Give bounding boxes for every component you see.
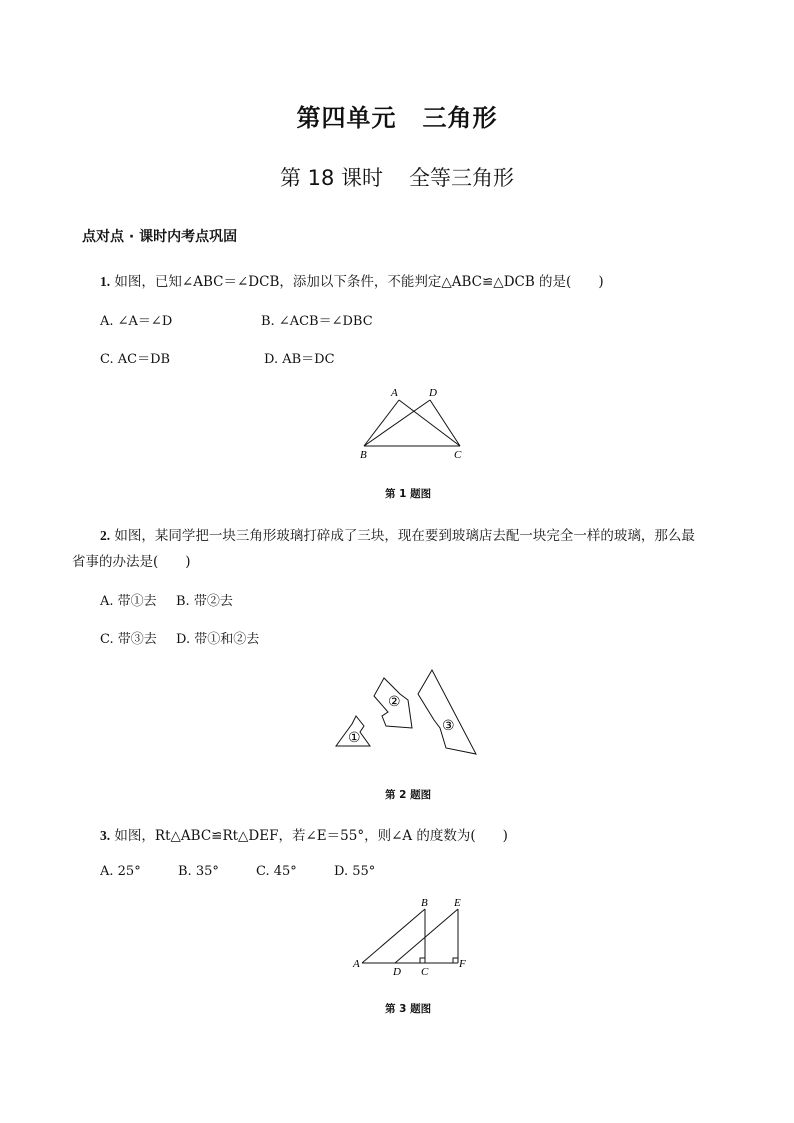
unit-name: 第四单元 — [296, 104, 397, 132]
figure-3-right-angle-c — [420, 958, 425, 963]
lesson-name: 第 18 课时 — [279, 166, 384, 190]
figure-3-caption: 第 3 题图 — [385, 1003, 432, 1015]
figure-1-label-b: B — [360, 449, 367, 461]
figure-3-label-c: C — [421, 966, 429, 978]
question-1-text: 如图，已知∠ABC＝∠DCB，添加以下条件，不能判定△ABC≌△DCB 的是( ) — [114, 274, 604, 290]
lesson-topic: 全等三角形 — [409, 166, 515, 190]
question-2-option-d[interactable]: D. 带①和②去 — [176, 632, 260, 647]
figure-2-piece-3 — [418, 670, 476, 754]
question-2-text-line1: 如图，某同学把一块三角形玻璃打碎成了三块，现在要到玻璃店去配一块完全一样的玻璃，那么最 — [114, 528, 695, 544]
figure-1-label-c: C — [454, 449, 462, 461]
question-2-option-b[interactable]: B. 带②去 — [176, 594, 233, 609]
figure-1-caption: 第 1 题图 — [385, 488, 432, 500]
figure-1-segment-ac — [399, 400, 460, 446]
question-1-option-a[interactable]: A. ∠A＝∠D — [100, 314, 173, 329]
question-2-stem — [100, 524, 695, 544]
figure-3-segment-ab — [362, 909, 425, 963]
figure-1-segment-bd — [364, 400, 430, 446]
figure-1-label-a: A — [391, 387, 398, 399]
question-3-option-b[interactable]: B. 35° — [178, 864, 219, 879]
figure-3-label-e: E — [454, 897, 461, 909]
figure-2-label-2: ② — [388, 695, 401, 710]
question-3-stem — [100, 824, 508, 844]
figure-1-label-d: D — [429, 387, 437, 399]
question-3-number: 3. — [100, 828, 111, 843]
figure-2-label-3: ③ — [442, 719, 455, 734]
figure-3-label-f: F — [459, 958, 466, 970]
figure-1-segment-ba — [364, 400, 399, 446]
figure-1 — [352, 380, 472, 462]
question-2-option-a[interactable]: A. 带①去 — [100, 594, 157, 609]
question-1-option-c[interactable]: C. AC＝DB — [100, 352, 171, 367]
question-3-option-a[interactable]: A. 25° — [100, 864, 141, 879]
question-3-option-c[interactable]: C. 45° — [256, 864, 297, 879]
figure-3-right-angle-f — [453, 958, 458, 963]
question-2-number: 2. — [100, 528, 111, 543]
figure-2-label-1: ① — [348, 731, 361, 746]
figure-3-label-a: A — [353, 958, 360, 970]
figure-3-segment-de — [395, 909, 458, 963]
question-3-option-d[interactable]: D. 55° — [334, 864, 376, 879]
unit-title — [0, 98, 794, 133]
figure-1-segment-dc — [430, 400, 460, 446]
question-3-text: 如图，Rt△ABC≌Rt△DEF，若∠E＝55°，则∠A 的度数为( ) — [114, 828, 508, 844]
question-2-text-line2: 省事的办法是( ) — [72, 554, 191, 570]
unit-topic: 三角形 — [422, 104, 498, 132]
question-1-number: 1. — [100, 274, 111, 289]
section-title: 点对点 · 课时内考点巩固 — [82, 229, 238, 245]
figure-3 — [350, 895, 475, 980]
question-2-option-c[interactable]: C. 带③去 — [100, 632, 157, 647]
figure-3-label-d: D — [393, 966, 401, 978]
figure-2-caption: 第 2 题图 — [385, 789, 432, 801]
question-1-stem — [100, 270, 604, 290]
lesson-title — [0, 162, 794, 192]
question-1-option-d[interactable]: D. AB＝DC — [264, 352, 335, 367]
figure-2 — [330, 668, 482, 760]
question-1-option-b[interactable]: B. ∠ACB＝∠DBC — [261, 314, 373, 329]
figure-3-label-b: B — [421, 897, 428, 909]
